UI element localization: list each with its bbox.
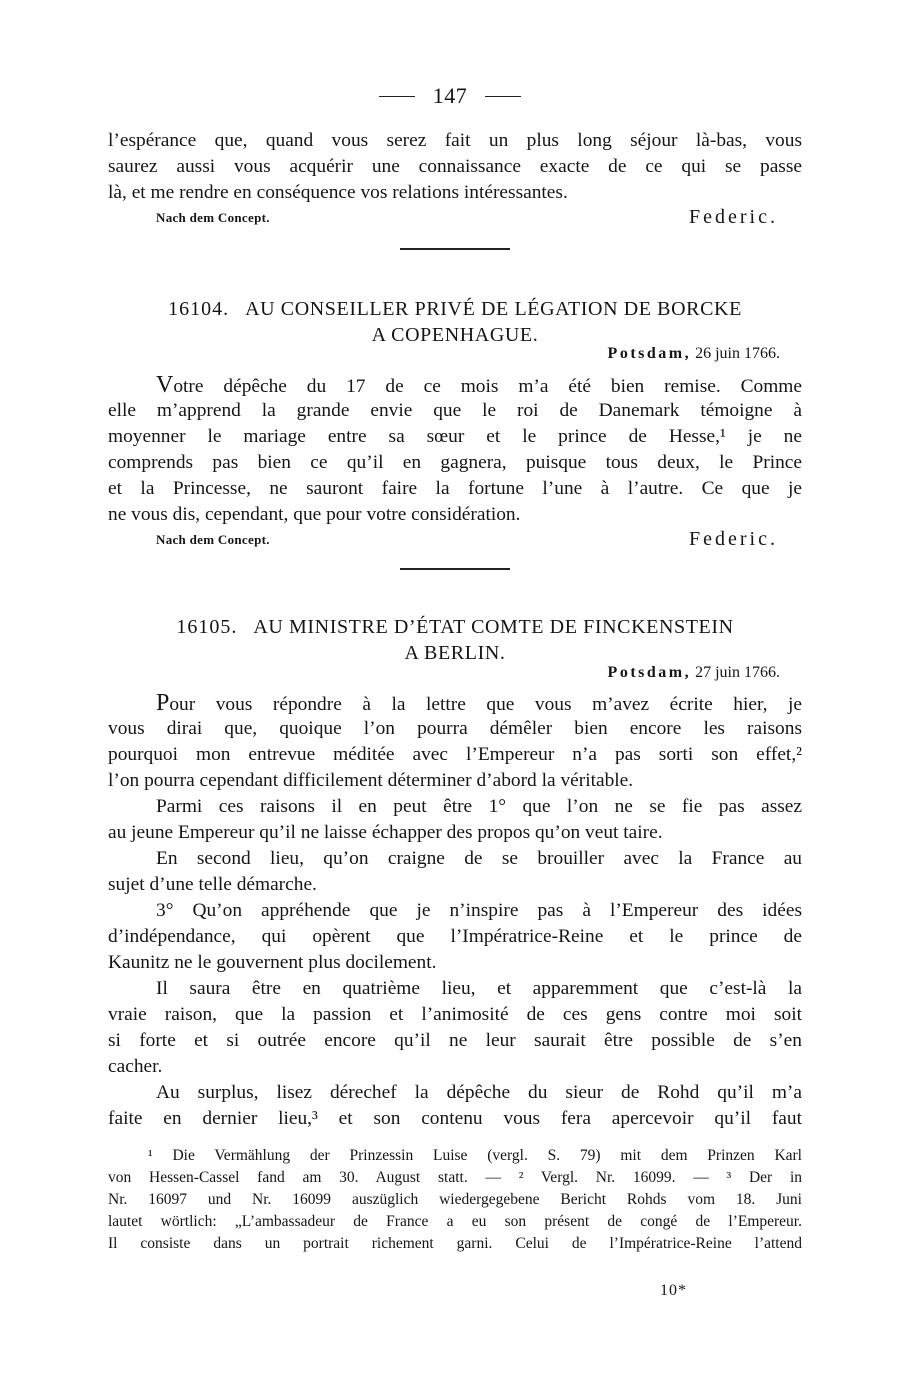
footnote-line: Il consiste dans un portrait richement garni. Celui de l’Impératrice-Reine l’attend xyxy=(108,1235,802,1252)
text-line: pourquoi mon entrevue méditée avec l’Empereur n’a pas sorti son effet,² xyxy=(108,744,802,765)
text-line: Kaunitz ne le gouvernent plus docilement. xyxy=(108,952,437,973)
drop-cap: V xyxy=(156,372,174,398)
dateline-place: Potsdam, xyxy=(607,664,692,681)
letter-heading xyxy=(108,614,802,666)
text-line: et la Princesse, ne sauront faire la fortune l’une à l’autre. Ce que je xyxy=(108,478,802,499)
heading-line-2: A COPENHAGUE. xyxy=(371,324,539,346)
text-line: sujet d’une telle démarche. xyxy=(108,874,317,895)
footnote-line: lautet wörtlich: „L’ambassadeur de France a eu son présent de congé de l’Empereur. xyxy=(108,1213,802,1230)
heading-line-1: AU MINISTRE D’ÉTAT COMTE DE FINCKENSTEIN xyxy=(253,616,734,638)
text-line: 3° Qu’on appréhende que je n’inspire pas à l’Empereur des idées xyxy=(156,900,802,921)
text-span: our vous répondre à la lettre que vous m’avez écrite hier, je xyxy=(169,694,802,715)
header-dash-left xyxy=(379,96,415,97)
footnote-line: ¹ Die Vermählung der Prinzessin Luise (vergl. S. 79) mit dem Prinzen Karl xyxy=(148,1147,802,1164)
text-line: au jeune Empereur qu’il ne laisse échapper des propos qu’on veut taire. xyxy=(108,822,663,843)
printer-signature-mark: 10* xyxy=(660,1282,687,1299)
text-line: Il saura être en quatrième lieu, et apparemment que c’est-là la xyxy=(156,978,802,999)
section-divider xyxy=(400,568,510,570)
text-line: l’espérance que, quand vous serez fait un plus long séjour là-bas, vous xyxy=(108,130,802,151)
text-line: vraie raison, que la passion et l’animosité de ces gens contre moi soit xyxy=(108,1004,802,1025)
closing-row xyxy=(108,206,802,232)
signature: Federic. xyxy=(689,528,778,550)
text-line: ne vous dis, cependant, que pour votre considération. xyxy=(108,504,521,525)
text-span: otre dépêche du 17 de ce mois m’a été bien remise. Comme xyxy=(173,376,802,397)
text-line: moyenner le mariage entre sa sœur et le prince de Hesse,¹ je ne xyxy=(108,426,802,447)
text-line: faite en dernier lieu,³ et son contenu vous fera apercevoir qu’il faut xyxy=(108,1108,802,1129)
letter-body xyxy=(108,690,802,1132)
text-line: d’indépendance, qui opèrent que l’Impératrice-Reine et le prince de xyxy=(108,926,802,947)
text-line: l’on pourra cependant difficilement déterminer d’abord la véritable. xyxy=(108,770,634,791)
source-note: Nach dem Concept. xyxy=(156,210,270,225)
dateline xyxy=(608,345,780,363)
text-line: elle m’apprend la grande envie que le roi de Danemark témoigne à xyxy=(108,400,802,421)
letter-number: 16105. xyxy=(176,616,238,638)
dateline-date: 26 juin 1766. xyxy=(695,345,780,362)
page-header xyxy=(0,83,900,109)
text-line: si forte et si outrée encore qu’il ne leur saurait être possible de s’en xyxy=(108,1030,802,1051)
text-line xyxy=(108,372,802,398)
dateline-place: Potsdam, xyxy=(607,345,692,362)
letter-body xyxy=(108,372,802,554)
dateline-date: 27 juin 1766. xyxy=(695,664,780,681)
heading-line-1: AU CONSEILLER PRIVÉ DE LÉGATION DE BORCKE xyxy=(245,298,742,320)
signature: Federic. xyxy=(689,206,778,228)
text-line xyxy=(108,690,802,716)
text-line: saurez aussi vous acquérir une connaissance exacte de ce qui se passe xyxy=(108,156,802,177)
text-line: En second lieu, qu’on craigne de se brouiller avec la France au xyxy=(156,848,802,869)
footnotes xyxy=(108,1145,802,1255)
header-dash-right xyxy=(485,96,521,97)
closing-row xyxy=(108,528,802,554)
text-line: Parmi ces raisons il en peut être 1° que l’on ne se fie pas assez xyxy=(156,796,802,817)
dateline xyxy=(608,664,780,682)
footnote-line: von Hessen-Cassel fand am 30. August statt. — ² Vergl. Nr. 16099. — ³ Der in xyxy=(108,1169,802,1186)
intro-paragraph xyxy=(108,128,802,232)
page-number: 147 xyxy=(432,83,468,108)
text-line: vous dirai que, quoique l’on pourra démêler bien encore les raisons xyxy=(108,718,802,739)
text-line: là, et me rendre en conséquence vos relations intéressantes. xyxy=(108,182,568,203)
footnote-line: Nr. 16097 und Nr. 16099 auszüglich wiedergegebene Bericht Rohds vom 18. Juni xyxy=(108,1191,802,1208)
letter-heading xyxy=(108,296,802,348)
text-line: cacher. xyxy=(108,1056,163,1077)
heading-line-2: A BERLIN. xyxy=(404,642,506,664)
letter-number: 16104. xyxy=(168,298,230,320)
drop-cap: P xyxy=(156,690,170,716)
section-divider xyxy=(400,248,510,250)
source-note: Nach dem Concept. xyxy=(156,532,270,547)
text-line: comprends pas bien ce qu’il en gagnera, puisque tous deux, le Prince xyxy=(108,452,802,473)
text-line: Au surplus, lisez dérechef la dépêche du sieur de Rohd qu’il m’a xyxy=(156,1082,802,1103)
